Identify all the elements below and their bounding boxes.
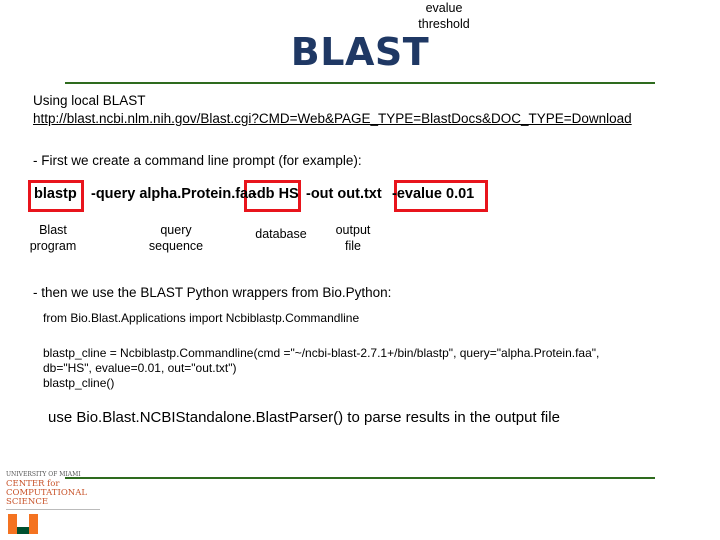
caption-line: Blast [39, 223, 67, 237]
caption-line: sequence [148, 239, 204, 253]
step-two-text: - then we use the BLAST Python wrappers from Bio.Python: [33, 285, 392, 300]
caption-line: database [255, 227, 307, 241]
command-out-option: -out out.txt [306, 186, 382, 202]
blast-download-link[interactable]: http://blast.ncbi.nlm.nih.gov/Blast.cgi?CMD=Web&PAGE_TYPE=BlastDocs&DOC_TYPE=Download [33, 111, 632, 126]
caption-line: query [160, 223, 192, 237]
um-ccs-logo [6, 470, 102, 536]
code-cline-line-1: blastp_cline = Ncbiblastp.Commandline(cmd ="~/ncbi-blast-2.7.1+/bin/blastp", query="alpha.Protein.faa", [43, 346, 600, 360]
caption-database [248, 226, 314, 242]
caption-query-sequence [140, 222, 212, 254]
logo-science-text: SCIENCE [6, 497, 49, 507]
caption-line: program [29, 239, 77, 253]
um-u-logo-icon [8, 514, 38, 534]
caption-line: output [335, 223, 371, 237]
parse-note: use Bio.Blast.NCBIStandalone.BlastParser() to parse results in the output file [48, 409, 560, 426]
logo-divider [6, 509, 100, 510]
command-db-option: -db HS [252, 186, 299, 202]
caption-evalue-threshold [406, 0, 482, 32]
logo-center-text: CENTER for [6, 479, 60, 489]
caption-line: evalue [425, 1, 463, 15]
bottom-divider [65, 477, 655, 479]
caption-line: file [345, 239, 361, 253]
command-evalue-option: -evalue 0.01 [392, 186, 475, 202]
caption-output-file [320, 222, 386, 254]
command-program: blastp [34, 186, 77, 202]
logo-computational-text: COMPUTATIONAL [6, 488, 88, 498]
intro-heading: Using local BLAST [33, 93, 146, 108]
logo-university-text: UNIVERSITY OF MIAMI [6, 471, 81, 478]
code-call-line: blastp_cline() [43, 376, 115, 390]
command-query-option: -query alpha.Protein.faa [91, 186, 257, 202]
code-cline-line-2: db="HS", evalue=0.01, out="out.txt") [43, 361, 237, 375]
caption-line: threshold [418, 17, 470, 31]
top-divider [65, 82, 655, 84]
step-one-text: - First we create a command line prompt (for example): [33, 153, 362, 168]
code-import-line: from Bio.Blast.Applications import Ncbiblastp.Commandline [43, 311, 360, 325]
caption-blast-program [18, 222, 88, 254]
slide-title: BLAST [290, 30, 430, 74]
